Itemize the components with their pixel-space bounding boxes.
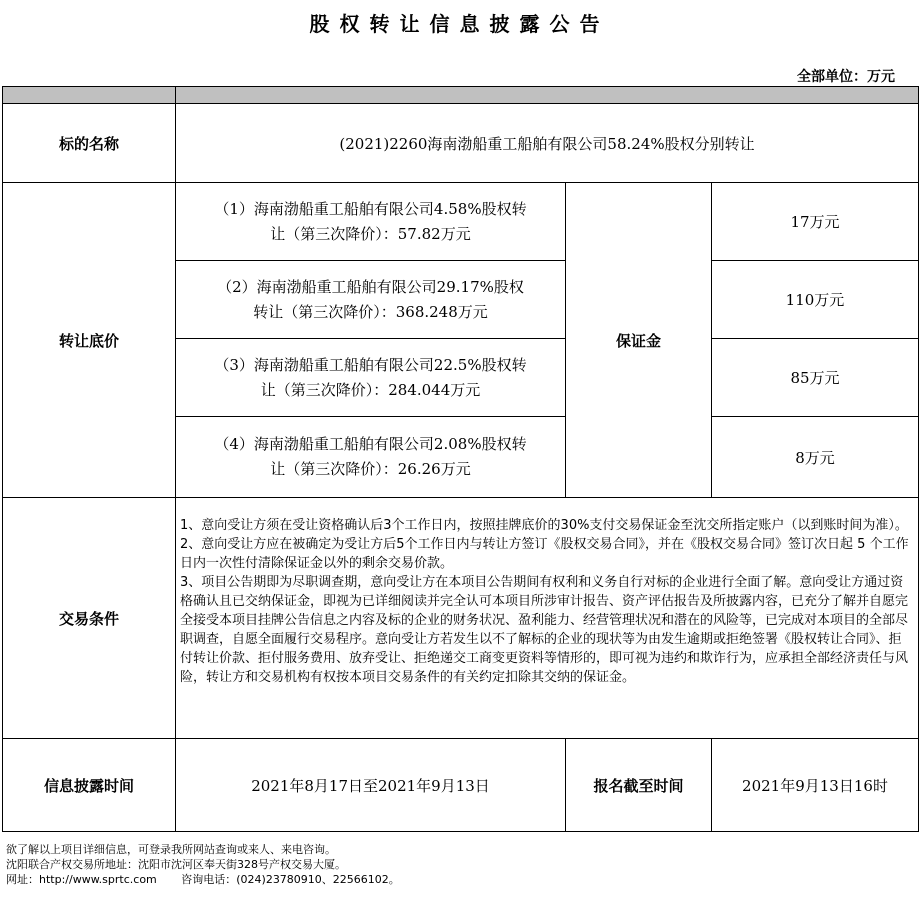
base-price-item-2-line2: 转让（第三次降价）：368.248万元 [253,302,488,321]
base-price-item-3-line2: 让（第三次降价）：284.044万元 [260,380,481,399]
deposit-value-2: 110万元 [711,260,919,339]
base-price-item-4-line2: 让（第三次降价）：26.26万元 [270,460,471,478]
deadline-value: 2021年9月13日16时 [711,738,919,832]
footer-line-2: 沈阳联合产权交易所地址：沈阳市沈河区奉天街328号产权交易大厦。 [6,858,346,871]
deposit-value-1: 17万元 [711,182,919,261]
unit-note: 全部单位：万元 [797,69,895,85]
base-price-item-1-line1: （1）海南渤船重工船舶有限公司4.58%股权转 [214,199,527,218]
trade-terms-text: 1、意向受让方须在受让资格确认后3个工作日内，按照挂牌底价的30%支付交易保证金至沈交所指定账户（以到账时间为准）。 2、意向受让方应在被确定为受让方后5个工作日内与转让方签订《股权交易合同》，并在《股权交易合同》签订次日起 5 个工作日内一次性付清除保证金以外的剩余交易价款。 3、项目公告期即为尽职调查期，意向受让方在本项目公告期间有权利和义务自行对标的企业进行全面了解。意向受让方通过资格确认且已交纳保证金，即视为已详细阅读并完全认可本项目所涉审计报告、资产评估报告及所披露内容，已充分了解并自愿完全接受本项目挂牌公告信息之内容及标的企业的财务状况、盈利能力、经营管理状况和潜在的风险等，已完成对本项目的全部尽职调查，自愿全面履行交易程序。意向受让方若发生以不了解标的企业的现状等为由发生逾期或拒绝签署《股权转让合同》、拒付转让价款、拒付服务费用、放弃受让、拒绝递交工商变更资料等情形的，即可视为违约和欺诈行为，应承担全部经济责任与风险，转让方和交易机构有权按本项目交易条件的有关约定扣除其交纳的保证金。 [175,497,919,739]
disclosure-time-label: 信息披露时间 [2,738,176,832]
base-price-item-2-line1: （2）海南渤船重工船舶有限公司29.17%股权 [217,277,524,296]
base-price-label: 转让底价 [2,182,176,498]
trade-terms-label: 交易条件 [2,497,176,739]
footer-contact-line: 网址：http://www.sprtc.com 咨询电话：(024)23780910、22566102。 [6,873,400,886]
disclosure-time-value: 2021年8月17日至2021年9月13日 [175,738,566,832]
target-name-label: 标的名称 [2,103,176,183]
base-price-item-3-line1: （3）海南渤船重工船舶有限公司22.5%股权转 [214,355,527,374]
header-band-right [175,86,919,104]
header-band-left [2,86,176,104]
footer-line-1: 欲了解以上项目详细信息，可登录我所网站查询或来人、来电咨询。 [6,843,336,856]
base-price-item-1 [175,182,566,261]
base-price-item-4-line1: （4）海南渤船重工船舶有限公司2.08%股权转 [214,435,527,453]
footer [6,842,400,887]
base-price-item-2 [175,260,566,339]
deposit-value-3: 85万元 [711,338,919,417]
base-price-item-1-line2: 让（第三次降价）：57.82万元 [270,224,471,243]
deadline-label: 报名截至时间 [565,738,712,832]
target-name-value: (2021)2260海南渤船重工船舶有限公司58.24%股权分别转让 [175,103,919,183]
deposit-value-4: 8万元 [711,416,919,498]
deposit-label: 保证金 [565,182,712,498]
page-title: 股权转让信息披露公告 [309,12,610,36]
base-price-item-4 [175,416,566,498]
base-price-item-3 [175,338,566,417]
